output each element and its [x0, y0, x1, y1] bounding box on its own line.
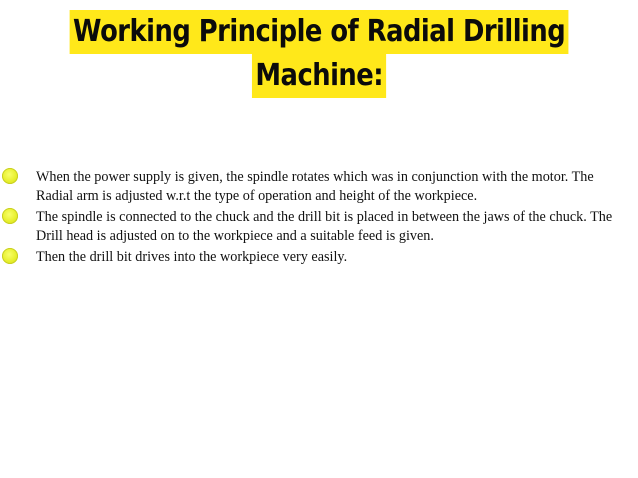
- bullet-list: [0, 168, 624, 270]
- bullet-text: The spindle is connected to the chuck and the drill bit is placed in between the jaws of the chuck. The Drill head is adjusted on to the workpiece and a suitable feed is given.: [36, 209, 613, 244]
- title-line-1: Working Principle of Radial Drilling: [70, 10, 569, 54]
- slide-title: [0, 10, 638, 98]
- bullet-item: [0, 248, 624, 267]
- bullet-item: [0, 208, 624, 245]
- yellow-circle-bullet-icon: [2, 248, 18, 264]
- bullet-item: [0, 168, 624, 205]
- yellow-circle-bullet-icon: [2, 168, 18, 184]
- yellow-circle-bullet-icon: [2, 208, 18, 224]
- bullet-text: When the power supply is given, the spindle rotates which was in conjunction with the motor. The Radial arm is adjusted w.r.t the type of operation and height of the workpiece.: [36, 169, 594, 204]
- title-line-2: Machine:: [252, 54, 387, 98]
- bullet-text: Then the drill bit drives into the workpiece very easily.: [36, 249, 348, 265]
